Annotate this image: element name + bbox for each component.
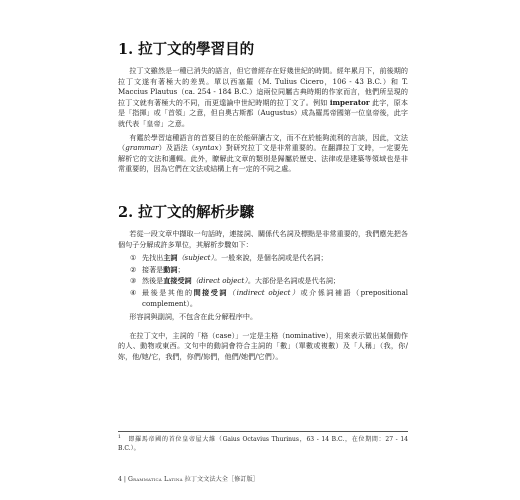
step-number: ② <box>130 264 137 274</box>
step-latin-term: （indirect object） <box>227 287 301 297</box>
page-footer <box>118 475 259 484</box>
step-text: 然後是 <box>142 276 164 286</box>
section-2-title: 2. 拉丁文的解析步驟 <box>118 203 255 221</box>
step-text: 接著是 <box>142 264 164 274</box>
parsing-step <box>130 276 408 287</box>
step-text-end: ； <box>177 264 185 274</box>
step-term: 間接受詞 <box>193 287 228 297</box>
step-text: 最後是其他的 <box>142 287 194 297</box>
step-latin-term: （subject） <box>177 253 215 263</box>
section-1-paragraph-1 <box>118 66 408 130</box>
section-1-paragraph-1-text: 拉丁文雖然是一種已消失的語言，但它曾經存在好幾世紀的時間。經年累月下，前後期的拉丁文遂有著極大的差異。單以西塞羅（M. Tulius Cicero，106 - 43 B.C.）和 T. Maccius Plautus（ca. 254 - 184 B.C.）這兩位同屬古典時期的作家而言，他們所呈現的拉丁文就有著極大的不同，而更遑論中世紀時期的拉丁文了。例如 imperator 此字，原本是「指揮」或「首領」之意，但自奧古斯都（Augustus）成為羅馬帝國第一位皇帝後，此字就代表「皇帝」之意。 <box>118 66 408 128</box>
section-2-closing: 在拉丁文中，主詞的「格（case）」一定是主格（nominative），用來表示做出某個動作的人、動物或東西。文句中的動詞會符合主詞的「數」（單數或複數）及「人稱」（我，你/妳，他/她/它，我們，你們/妳們，他們/她們/它們）。 <box>118 330 408 361</box>
book-title: 拉丁文文法大全［修訂版］ <box>184 476 259 483</box>
footnote-marker: 1 <box>118 435 121 440</box>
step-text-end: 。一般來說，是個名詞或是代名詞； <box>214 253 328 263</box>
step-number: ④ <box>130 287 137 297</box>
section-2-intro: 若從一段文章中擷取一句話時，連接詞、關係代名詞及標點是非常重要的，我們應先把各個句子分解成許多單位，其解析步驟如下： <box>118 228 408 249</box>
footnote-text <box>118 436 408 453</box>
section-1-paragraph-2-text: 有鑑於學習這種語言的首要目的在於能研讀古文，而不在於能夠流利的言談，因此，文法（grammar）及語法（syntax）對研究拉丁文是非常重要的。在翻譯拉丁文時，一定要先解析它的文法和邏輯。此外，瞭解此文章的類別是歸屬於歷史、法律或是建築等領域也是非常重要的，因為它們在文法或結構上有一定的不同之處。 <box>118 132 409 174</box>
series-name: Grammatica Latina <box>127 476 183 483</box>
footer-separator: | <box>123 476 126 483</box>
section-1-title: 1. 拉丁文的學習目的 <box>118 41 255 58</box>
parsing-step <box>130 265 408 276</box>
parsing-steps-list <box>118 253 408 309</box>
section-2-note: 形容詞與副詞，不包含在此分解程序中。 <box>129 312 258 322</box>
step-text-end: 或介係詞補語（prepositional complement）。 <box>142 287 408 308</box>
step-text-end: 。大部份是名詞或是代名詞； <box>247 276 341 286</box>
parsing-step <box>130 253 408 264</box>
step-term: 動詞 <box>163 264 178 274</box>
footnote <box>118 431 408 456</box>
parsing-step <box>130 288 408 309</box>
section-1-paragraph-2 <box>118 133 408 175</box>
step-number: ③ <box>130 276 137 286</box>
footnote-body: 即羅馬帝國的首位皇帝屋大維（Gaius Octavius Thurinus，63 - 14 B.C.，在位期間：27 - 14 B.C.）。 <box>118 436 408 452</box>
step-term: 直接受詞 <box>163 276 192 286</box>
main-content <box>118 40 408 365</box>
page-number: 4 <box>118 476 122 483</box>
step-latin-term: （direct object） <box>191 276 248 286</box>
step-text: 先找出 <box>142 253 164 263</box>
step-term: 主詞 <box>163 253 178 263</box>
step-number: ① <box>130 253 137 263</box>
